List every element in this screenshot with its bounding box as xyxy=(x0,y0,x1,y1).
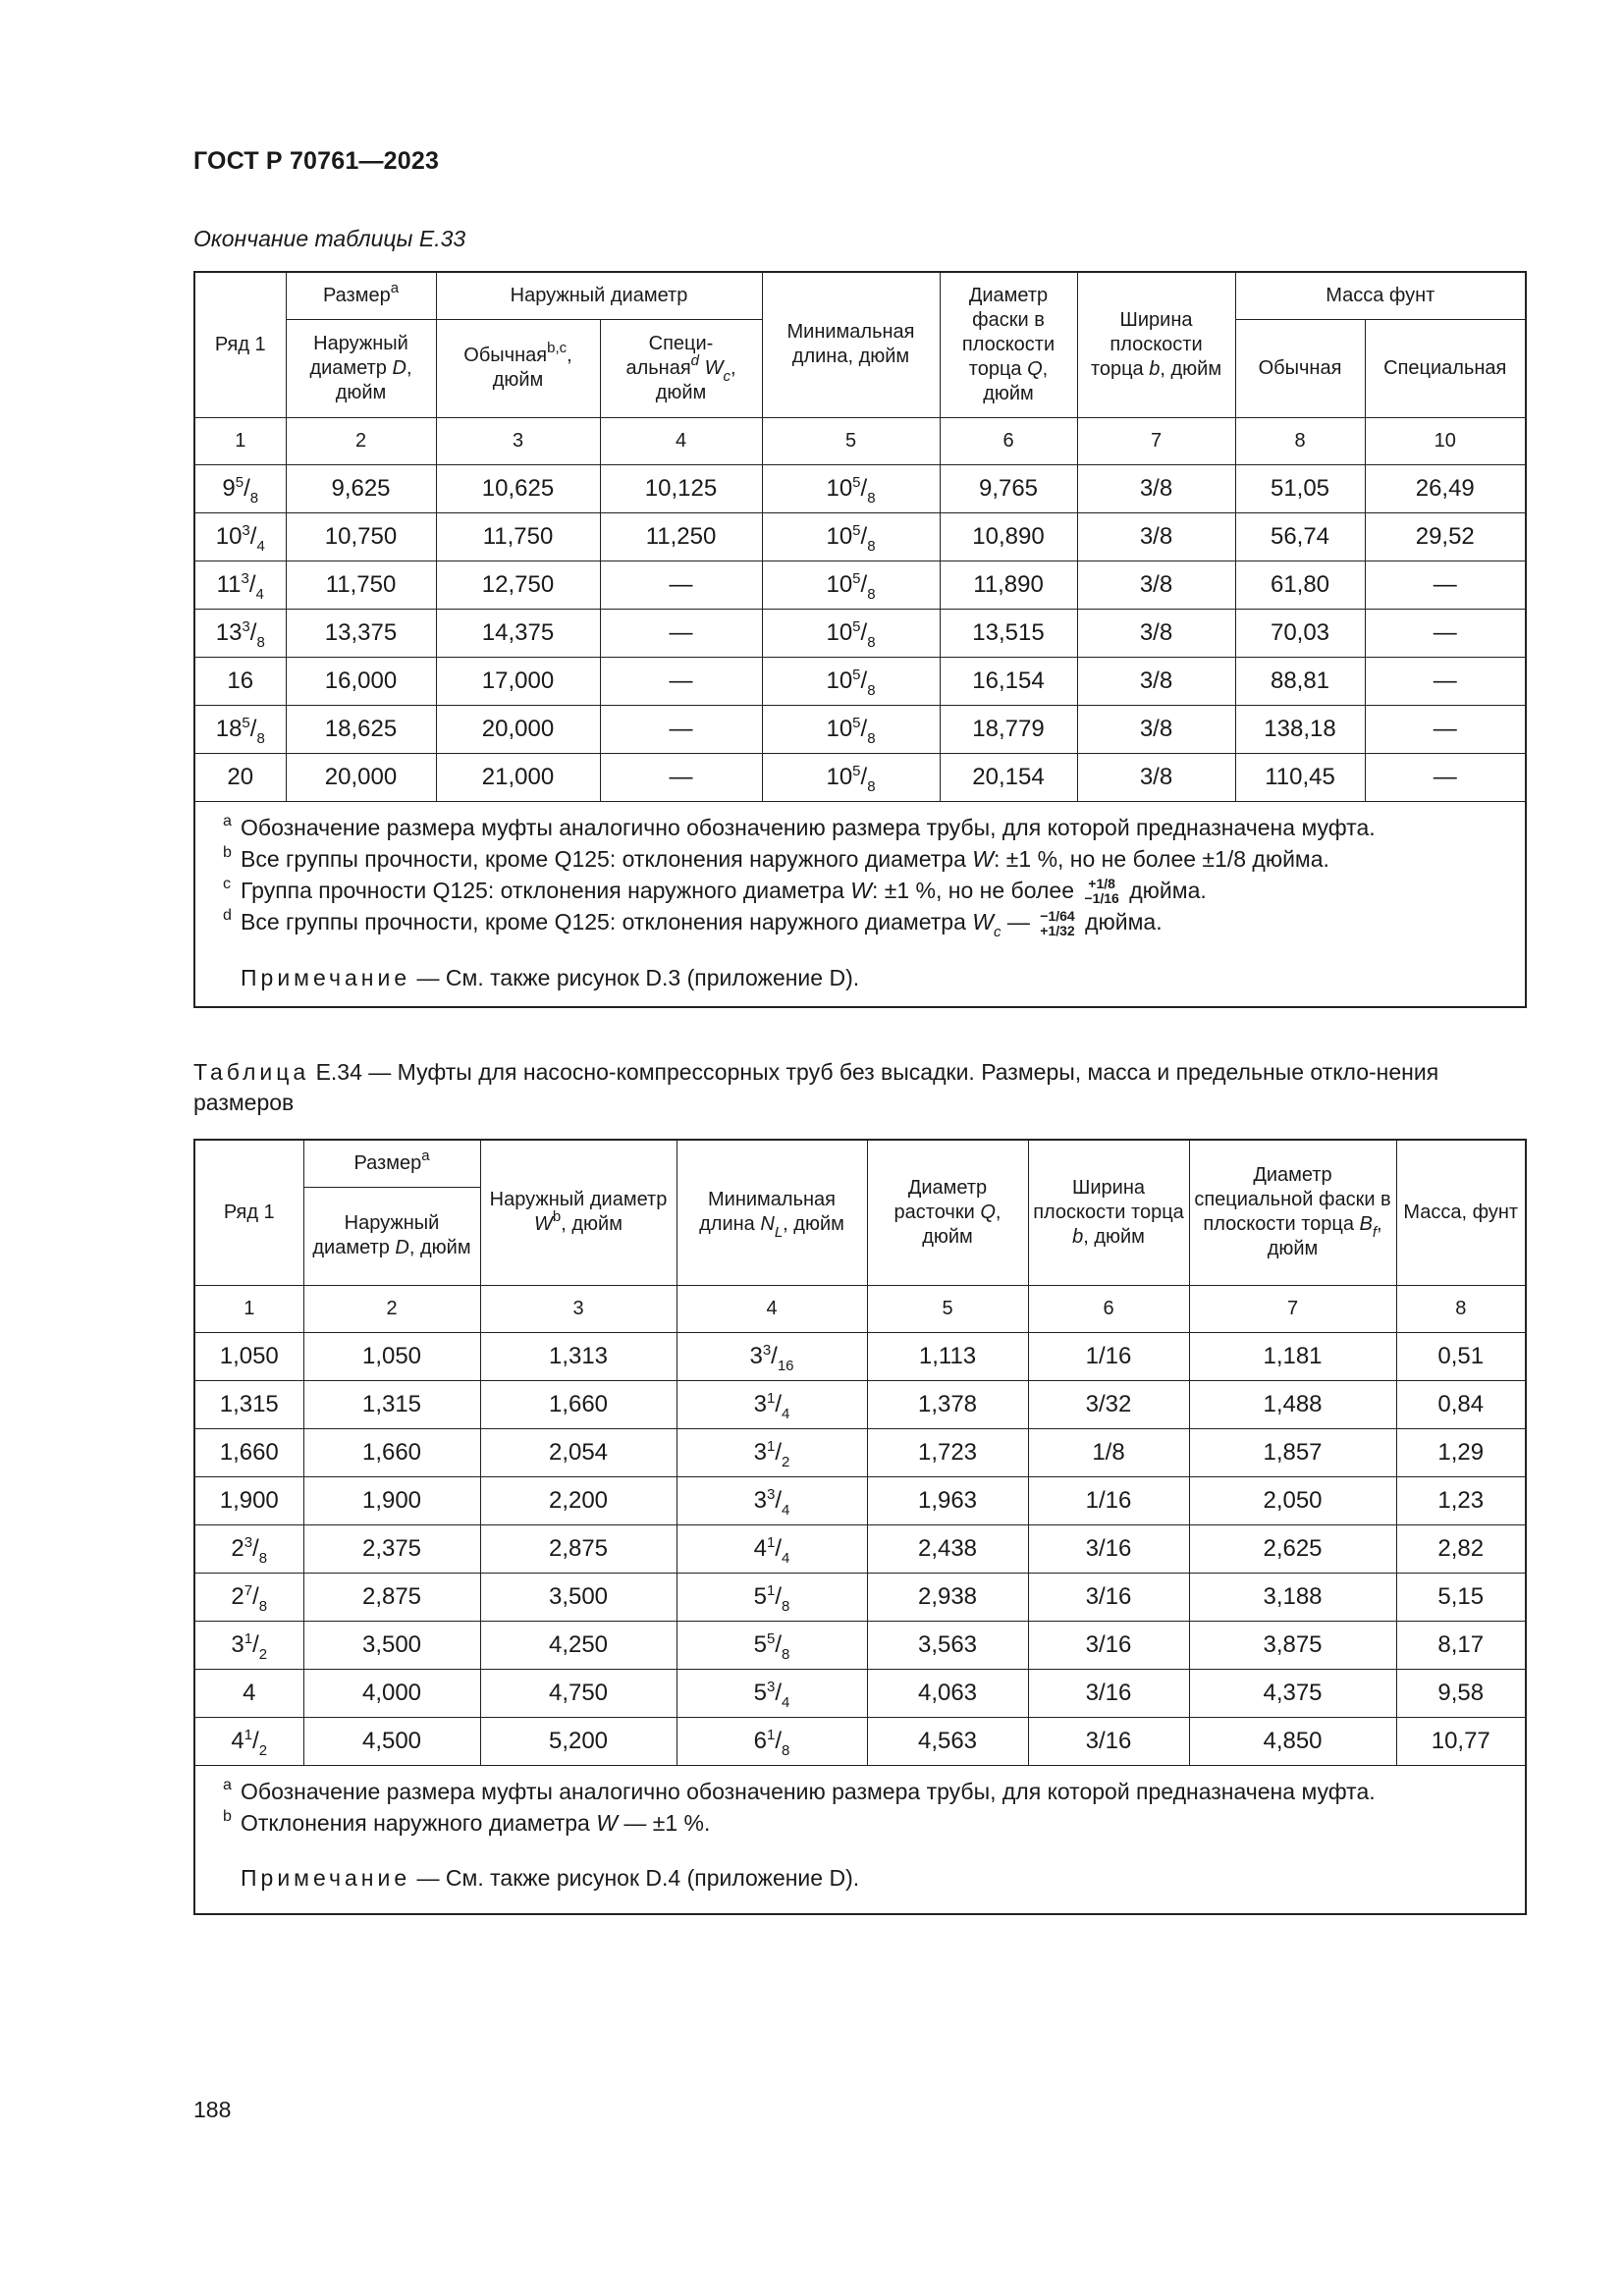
t2-cell-face-width: 3/16 xyxy=(1028,1669,1189,1717)
t1-cell-mass-special: — xyxy=(1365,609,1526,657)
t1-cell-face-width: 3/8 xyxy=(1077,657,1235,705)
t1-cell-special: — xyxy=(600,705,762,753)
t2-cell-size: 1,660 xyxy=(194,1428,303,1476)
t2-cell-outer-diameter-d: 1,660 xyxy=(303,1428,480,1476)
t2-data-row xyxy=(194,1428,1526,1476)
t1-cell-face-width: 3/8 xyxy=(1077,705,1235,753)
t2-cell-size: $3^1/_2$ xyxy=(194,1621,303,1669)
t1-cell-face-width: 3/8 xyxy=(1077,609,1235,657)
t1-cell-outer-diameter: 16,000 xyxy=(286,657,436,705)
t2-cell-bore-diameter: 4,563 xyxy=(867,1717,1028,1765)
table-e34-caption: Таблица Е.34 — Муфты для насосно-компрессорных труб без высадки. Размеры, масса и предельные откло-нения размеров xyxy=(193,1059,1439,1115)
t1-colnum: 1 xyxy=(194,417,286,464)
t1-column-numbers xyxy=(194,417,1526,464)
t2-cell-min-length: $5^3/_4$ xyxy=(677,1669,867,1717)
t1-header-row1: Ряд 1 xyxy=(194,272,286,417)
t1-cell-regular: 21,000 xyxy=(436,753,600,801)
t2-colnum: 2 xyxy=(303,1285,480,1332)
t1-cell-special: — xyxy=(600,753,762,801)
t2-cell-bore-diameter: 1,963 xyxy=(867,1476,1028,1524)
t2-colnum: 6 xyxy=(1028,1285,1189,1332)
t1-cell-mass-special: — xyxy=(1365,657,1526,705)
t2-cell-min-length: $3^3/_{16}$ xyxy=(677,1332,867,1380)
t1-cell-min-length: $10^5/_8$ xyxy=(762,753,940,801)
t1-footnotes xyxy=(194,801,1526,1007)
t2-cell-face-width: 1/16 xyxy=(1028,1476,1189,1524)
t1-cell-mass-special: — xyxy=(1365,705,1526,753)
t1-cell-min-length: $10^5/_8$ xyxy=(762,561,940,609)
t2-data-row xyxy=(194,1524,1526,1573)
t2-colnum: 4 xyxy=(677,1285,867,1332)
t2-cell-mass: 0,84 xyxy=(1396,1380,1526,1428)
t1-header-outer-diameter-d: Наружный диаметр D, дюйм xyxy=(286,319,436,417)
t2-cell-face-width: 1/8 xyxy=(1028,1428,1189,1476)
t2-colnum: 3 xyxy=(480,1285,677,1332)
t2-cell-bore-diameter: 3,563 xyxy=(867,1621,1028,1669)
t1-cell-bevel-diameter: 20,154 xyxy=(940,753,1077,801)
t2-footnotes xyxy=(194,1765,1526,1914)
t1-colnum: 5 xyxy=(762,417,940,464)
t1-footnote-c: c Группа прочности Q125: отклонения наружного диаметра W: ±1 %, но не более +1/8 −1/16 дюйма. xyxy=(223,875,1207,907)
t1-cell-special: — xyxy=(600,609,762,657)
t1-cell-face-width: 3/8 xyxy=(1077,512,1235,561)
t2-footnote-a: a Обозначение размера муфты аналогично обозначению размера трубы, для которой предназначена муфта. xyxy=(223,1776,1376,1804)
t1-cell-bevel-diameter: 16,154 xyxy=(940,657,1077,705)
table-e33 xyxy=(193,271,1527,1008)
t2-cell-bore-diameter: 4,063 xyxy=(867,1669,1028,1717)
t2-cell-bore-diameter: 2,438 xyxy=(867,1524,1028,1573)
t2-cell-size: 1,050 xyxy=(194,1332,303,1380)
t2-header-outer-diameter-d: Наружный диаметр D, дюйм xyxy=(303,1187,480,1285)
t1-data-row xyxy=(194,705,1526,753)
t2-cell-special-bevel: 4,850 xyxy=(1189,1717,1396,1765)
t1-data-row xyxy=(194,512,1526,561)
t1-cell-outer-diameter: 10,750 xyxy=(286,512,436,561)
t1-cell-outer-diameter: 18,625 xyxy=(286,705,436,753)
t1-colnum: 8 xyxy=(1235,417,1365,464)
t2-cell-mass: 5,15 xyxy=(1396,1573,1526,1621)
t2-header-row1: Ряд 1 xyxy=(194,1140,303,1285)
t1-data-row xyxy=(194,753,1526,801)
t1-data-row xyxy=(194,657,1526,705)
t2-cell-min-length: $3^1/_4$ xyxy=(677,1380,867,1428)
t1-cell-mass-special: 29,52 xyxy=(1365,512,1526,561)
t2-cell-min-length: $3^1/_2$ xyxy=(677,1428,867,1476)
t1-cell-mass-regular: 51,05 xyxy=(1235,464,1365,512)
t1-cell-size: $9^5/_8$ xyxy=(194,464,286,512)
t2-cell-special-bevel: 2,625 xyxy=(1189,1524,1396,1573)
t2-cell-outer-diameter-d: 4,000 xyxy=(303,1669,480,1717)
t1-header-regular: Обычная$^{b,c}$, дюйм xyxy=(436,319,600,417)
t1-colnum: 3 xyxy=(436,417,600,464)
t1-cell-min-length: $10^5/_8$ xyxy=(762,609,940,657)
t2-cell-bore-diameter: 1,113 xyxy=(867,1332,1028,1380)
t1-cell-mass-special: 26,49 xyxy=(1365,464,1526,512)
page-number: 188 xyxy=(193,2097,232,2122)
t2-cell-mass: 8,17 xyxy=(1396,1621,1526,1669)
document-header: ГОСТ Р 70761—2023 xyxy=(193,147,440,175)
t2-cell-min-length: $6^1/_8$ xyxy=(677,1717,867,1765)
t2-cell-size: 1,315 xyxy=(194,1380,303,1428)
t2-footnote-b: b Отклонения наружного диаметра W — ±1 %. xyxy=(223,1807,711,1836)
t2-colnum: 1 xyxy=(194,1285,303,1332)
t2-cell-size: 4 xyxy=(194,1669,303,1717)
t1-cell-bevel-diameter: 18,779 xyxy=(940,705,1077,753)
t1-header-mass-group: Масса фунт xyxy=(1235,272,1526,319)
t2-cell-special-bevel: 1,857 xyxy=(1189,1428,1396,1476)
t2-cell-special-bevel: 1,488 xyxy=(1189,1380,1396,1428)
t2-cell-outer-diameter-d: 2,375 xyxy=(303,1524,480,1573)
t1-colnum: 10 xyxy=(1365,417,1526,464)
t2-data-row xyxy=(194,1476,1526,1524)
t2-cell-face-width: 1/16 xyxy=(1028,1332,1189,1380)
t1-header-mass-special: Специальная xyxy=(1365,319,1526,417)
t2-note: Примечание — См. также рисунок D.4 (приложение D). xyxy=(241,1864,860,1891)
t2-cell-face-width: 3/16 xyxy=(1028,1573,1189,1621)
t2-cell-special-bevel: 4,375 xyxy=(1189,1669,1396,1717)
t2-cell-outer-diameter-d: 1,315 xyxy=(303,1380,480,1428)
t1-colnum: 6 xyxy=(940,417,1077,464)
t2-cell-size: $2^3/_8$ xyxy=(194,1524,303,1573)
t1-cell-mass-regular: 88,81 xyxy=(1235,657,1365,705)
table-e34 xyxy=(193,1139,1527,1915)
t2-cell-size: $2^7/_8$ xyxy=(194,1573,303,1621)
t1-cell-bevel-diameter: 9,765 xyxy=(940,464,1077,512)
t1-cell-mass-regular: 70,03 xyxy=(1235,609,1365,657)
t1-cell-min-length: $10^5/_8$ xyxy=(762,512,940,561)
t1-footnote-a: a Обозначение размера муфты аналогично обозначению размера трубы, для которой предназначена муфта. xyxy=(223,812,1376,840)
t2-data-row xyxy=(194,1380,1526,1428)
t2-column-numbers xyxy=(194,1285,1526,1332)
t1-data-row xyxy=(194,464,1526,512)
t2-cell-mass: 1,29 xyxy=(1396,1428,1526,1476)
table-e33-continuation-caption: Окончание таблицы Е.33 xyxy=(193,226,466,251)
t2-header-bore-diameter: Диаметр расточки Q, дюйм xyxy=(867,1140,1028,1285)
t1-header-bevel-diameter: Диаметр фаски в плоскости торца Q, дюйм xyxy=(940,272,1077,417)
t2-cell-face-width: 3/32 xyxy=(1028,1380,1189,1428)
t1-cell-regular: 20,000 xyxy=(436,705,600,753)
t1-colnum: 2 xyxy=(286,417,436,464)
t2-cell-outer-diameter-w: 2,200 xyxy=(480,1476,677,1524)
t2-cell-special-bevel: 3,188 xyxy=(1189,1573,1396,1621)
t1-cell-regular: 10,625 xyxy=(436,464,600,512)
t1-cell-face-width: 3/8 xyxy=(1077,464,1235,512)
t2-cell-mass: 2,82 xyxy=(1396,1524,1526,1573)
t1-cell-mass-regular: 56,74 xyxy=(1235,512,1365,561)
t2-cell-special-bevel: 1,181 xyxy=(1189,1332,1396,1380)
t2-data-row xyxy=(194,1573,1526,1621)
t1-header-mass-regular: Обычная xyxy=(1235,319,1365,417)
t1-footnote-b: b Все группы прочности, кроме Q125: отклонения наружного диаметра W: ±1 %, но не более ±1/8 дюйма. xyxy=(223,843,1329,872)
t1-data-row xyxy=(194,561,1526,609)
t1-cell-outer-diameter: 11,750 xyxy=(286,561,436,609)
t2-data-row xyxy=(194,1332,1526,1380)
t1-cell-regular: 11,750 xyxy=(436,512,600,561)
t2-cell-outer-diameter-d: 4,500 xyxy=(303,1717,480,1765)
t1-cell-special: 11,250 xyxy=(600,512,762,561)
t2-cell-special-bevel: 2,050 xyxy=(1189,1476,1396,1524)
t1-cell-regular: 14,375 xyxy=(436,609,600,657)
t1-cell-mass-regular: 61,80 xyxy=(1235,561,1365,609)
t2-cell-outer-diameter-w: 3,500 xyxy=(480,1573,677,1621)
t2-cell-outer-diameter-w: 5,200 xyxy=(480,1717,677,1765)
t1-colnum: 4 xyxy=(600,417,762,464)
t1-note: Примечание — См. также рисунок D.3 (приложение D). xyxy=(241,965,860,991)
t2-cell-face-width: 3/16 xyxy=(1028,1717,1189,1765)
t1-footnote-c-tolerance: +1/8 −1/16 xyxy=(1084,876,1119,907)
t1-cell-outer-diameter: 20,000 xyxy=(286,753,436,801)
t1-cell-mass-special: — xyxy=(1365,561,1526,609)
t2-cell-mass: 10,77 xyxy=(1396,1717,1526,1765)
t2-cell-outer-diameter-d: 1,050 xyxy=(303,1332,480,1380)
t1-cell-mass-regular: 138,18 xyxy=(1235,705,1365,753)
t2-cell-min-length: $5^5/_8$ xyxy=(677,1621,867,1669)
t1-cell-min-length: $10^5/_8$ xyxy=(762,705,940,753)
t2-cell-size: 1,900 xyxy=(194,1476,303,1524)
t1-cell-outer-diameter: 9,625 xyxy=(286,464,436,512)
t1-colnum: 7 xyxy=(1077,417,1235,464)
t2-cell-mass: 9,58 xyxy=(1396,1669,1526,1717)
t1-cell-bevel-diameter: 11,890 xyxy=(940,561,1077,609)
t2-cell-bore-diameter: 1,378 xyxy=(867,1380,1028,1428)
t2-header-special-bevel: Диаметр специальной фаски в плоскости торца $B_f$, дюйм xyxy=(1189,1140,1396,1285)
t2-data-row xyxy=(194,1621,1526,1669)
t1-data-row xyxy=(194,609,1526,657)
t2-header-min-length: Минимальная длина $N_L$, дюйм xyxy=(677,1140,867,1285)
t1-cell-mass-regular: 110,45 xyxy=(1235,753,1365,801)
t1-cell-size: $11^3/_4$ xyxy=(194,561,286,609)
t1-cell-size: 20 xyxy=(194,753,286,801)
t1-cell-min-length: $10^5/_8$ xyxy=(762,657,940,705)
t2-cell-mass: 1,23 xyxy=(1396,1476,1526,1524)
t2-cell-outer-diameter-w: 1,313 xyxy=(480,1332,677,1380)
t2-data-row xyxy=(194,1669,1526,1717)
t1-footnote-d: d Все группы прочности, кроме Q125: отклонения наружного диаметра $W_c$ — −1/64 +1/32 дюйма. xyxy=(223,907,1163,941)
t1-cell-size: $10^3/_4$ xyxy=(194,512,286,561)
t1-cell-regular: 12,750 xyxy=(436,561,600,609)
t1-cell-special: 10,125 xyxy=(600,464,762,512)
t2-cell-min-length: $5^1/_8$ xyxy=(677,1573,867,1621)
t2-cell-min-length: $4^1/_4$ xyxy=(677,1524,867,1573)
t1-cell-special: — xyxy=(600,657,762,705)
t1-cell-size: 16 xyxy=(194,657,286,705)
t2-cell-face-width: 3/16 xyxy=(1028,1524,1189,1573)
t2-cell-face-width: 3/16 xyxy=(1028,1621,1189,1669)
t2-header-size-group: Размер$^a$ xyxy=(303,1140,480,1187)
t2-header-outer-diameter-w: Наружный диаметр $W^b$, дюйм xyxy=(480,1140,677,1285)
t2-cell-outer-diameter-w: 1,660 xyxy=(480,1380,677,1428)
t1-cell-face-width: 3/8 xyxy=(1077,753,1235,801)
t2-cell-special-bevel: 3,875 xyxy=(1189,1621,1396,1669)
t1-header-face-width: Ширина плоскости торца b, дюйм xyxy=(1077,272,1235,417)
t1-cell-bevel-diameter: 10,890 xyxy=(940,512,1077,561)
t2-cell-outer-diameter-d: 2,875 xyxy=(303,1573,480,1621)
t2-cell-mass: 0,51 xyxy=(1396,1332,1526,1380)
t2-cell-outer-diameter-d: 1,900 xyxy=(303,1476,480,1524)
t2-colnum: 5 xyxy=(867,1285,1028,1332)
t2-cell-outer-diameter-d: 3,500 xyxy=(303,1621,480,1669)
t1-cell-size: $18^5/_8$ xyxy=(194,705,286,753)
t1-cell-special: — xyxy=(600,561,762,609)
t1-header-outer-diameter-group: Наружный диаметр xyxy=(436,272,762,319)
t1-cell-outer-diameter: 13,375 xyxy=(286,609,436,657)
t1-header-size-group: Размер$^a$ xyxy=(286,272,436,319)
t2-header-mass: Масса, фунт xyxy=(1396,1140,1526,1285)
t1-cell-min-length: $10^5/_8$ xyxy=(762,464,940,512)
t1-footnote-d-tolerance: −1/64 +1/32 xyxy=(1040,908,1075,939)
t1-cell-mass-special: — xyxy=(1365,753,1526,801)
t2-cell-bore-diameter: 1,723 xyxy=(867,1428,1028,1476)
t1-header-min-length: Минимальная длина, дюйм xyxy=(762,272,940,417)
t2-cell-outer-diameter-w: 2,875 xyxy=(480,1524,677,1573)
t2-cell-bore-diameter: 2,938 xyxy=(867,1573,1028,1621)
t2-cell-outer-diameter-w: 4,250 xyxy=(480,1621,677,1669)
t1-cell-regular: 17,000 xyxy=(436,657,600,705)
t1-header-special: Специ- альная$^d$ $W_c$, дюйм xyxy=(600,319,762,417)
t1-cell-size: $13^3/_8$ xyxy=(194,609,286,657)
t2-cell-size: $4^1/_2$ xyxy=(194,1717,303,1765)
t2-cell-outer-diameter-w: 4,750 xyxy=(480,1669,677,1717)
t2-data-row xyxy=(194,1717,1526,1765)
t2-header-face-width: Ширина плоскости торца b, дюйм xyxy=(1028,1140,1189,1285)
t2-colnum: 7 xyxy=(1189,1285,1396,1332)
t1-cell-bevel-diameter: 13,515 xyxy=(940,609,1077,657)
t1-cell-face-width: 3/8 xyxy=(1077,561,1235,609)
t2-cell-min-length: $3^3/_4$ xyxy=(677,1476,867,1524)
t2-colnum: 8 xyxy=(1396,1285,1526,1332)
t2-cell-outer-diameter-w: 2,054 xyxy=(480,1428,677,1476)
